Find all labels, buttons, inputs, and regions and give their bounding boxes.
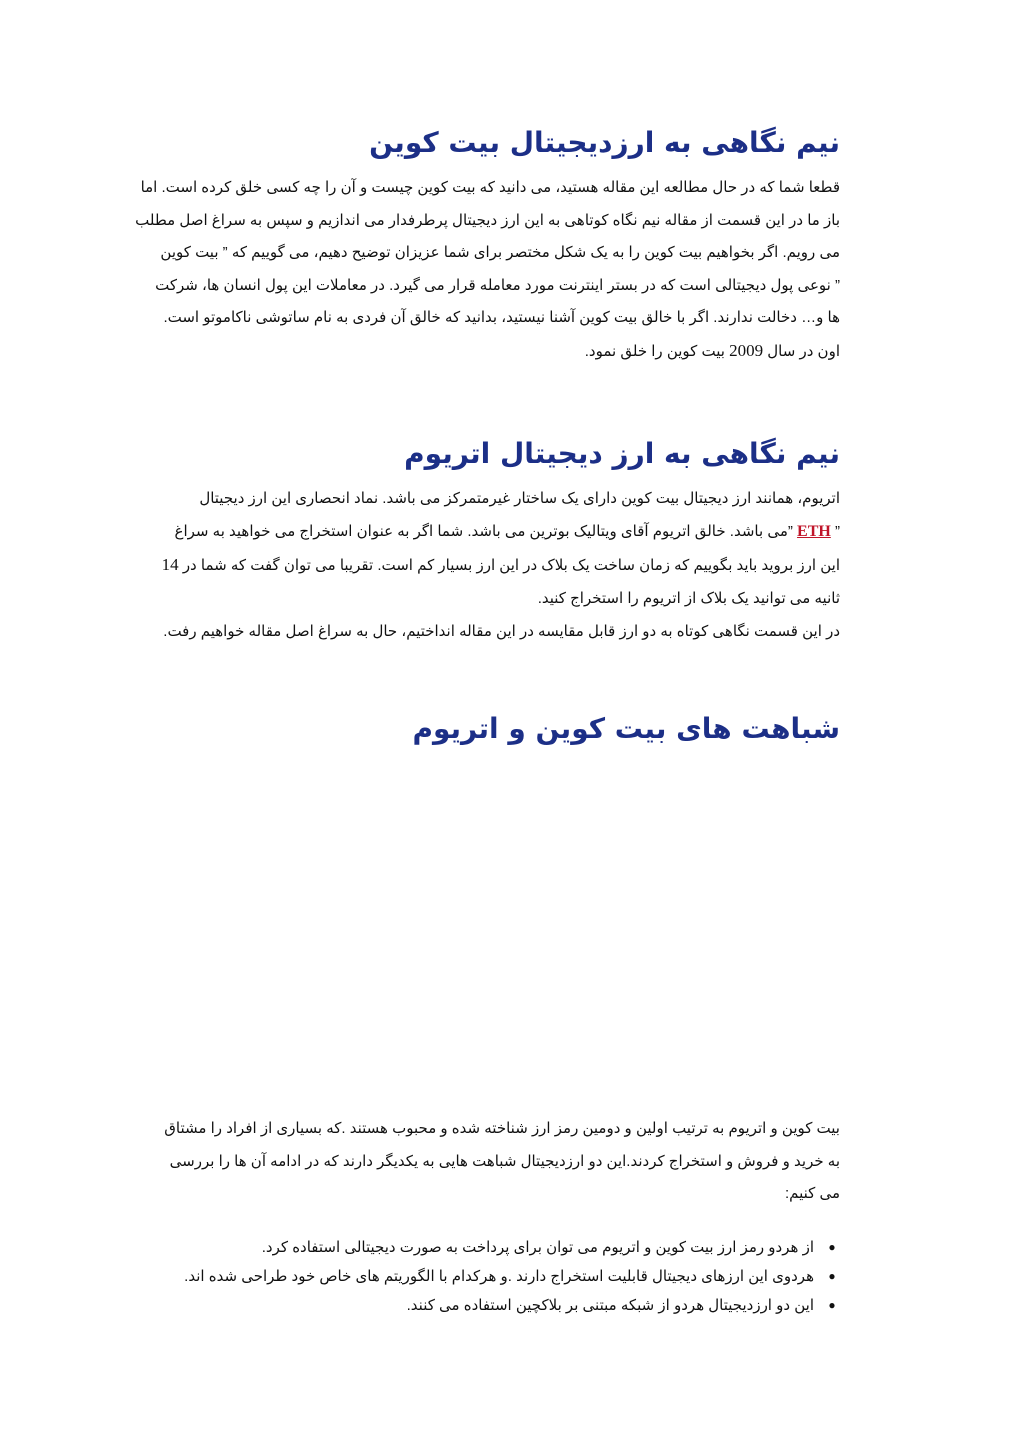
section-similarities-body (124, 1113, 840, 1320)
paragraph-similarities (124, 1113, 840, 1211)
paragraph-line: اتریوم، همانند ارز دیجیتال بیت کوین دارای یک ساختار غیرمتمرکز می باشد. نماد انحصاری این ارز دیجیتال (199, 490, 840, 507)
paragraph-line: ” نوعی پول دیجیتالی است که در بستر اینترنت مورد معامله قرار می گیرد. در معاملات این پول انسان ها، شرکت (155, 276, 840, 294)
seconds-number: 14 (161, 555, 179, 574)
list-item (124, 1262, 836, 1291)
eth-link[interactable]: ETH (797, 523, 831, 540)
paragraph-line: قطعا شما که در حال مطالعه این مقاله هستید، می دانید که بیت کوین چیست و آن را چه کسی خلق کرده است. اما (140, 179, 840, 196)
bullet-icon: ● (828, 1239, 836, 1254)
list-item-text: هردوی این ارزهای دیجیتال قابلیت استخراج دارند .و هرکدام با الگوریتم های خاص خود طراحی شده اند. (184, 1267, 814, 1285)
year-number: 2009 (729, 340, 764, 360)
bullet-icon: ● (828, 1297, 836, 1312)
list-item-text: این دو ارزدیجیتال هردو از شبکه مبتنی بر بلاکچین استفاده می کنند. (406, 1296, 814, 1314)
paragraph-line: ثانیه می توانید یک بلاک از اتریوم را استخراج کنید. (537, 590, 840, 607)
heading-bitcoin-overview: نیم نگاهی به ارزدیجیتال بیت کوین (369, 126, 840, 159)
bullet-icon: ● (828, 1268, 836, 1283)
paragraph-line: می رویم. اگر بخواهیم بیت کوین را به یک شکل مختصر برای شما عزیزان توضیح دهیم، می گوییم که ” بیت کوین (160, 244, 840, 261)
quote-mark: ” (835, 523, 840, 540)
section-ethereum-overview (124, 434, 840, 648)
paragraph-ethereum-overview (124, 482, 840, 648)
paragraph-line (124, 548, 840, 582)
text-fragment: بیت کوین را خلق نمود. (584, 342, 725, 360)
paragraph-line: بیت کوین و اتریوم به ترتیب اولین و دومین رمز ارز شناخته شده و محبوب هستند .که بسیاری از افراد را مشتاق (164, 1120, 840, 1137)
paragraph-bitcoin-overview (124, 172, 840, 368)
paragraph-line: به خرید و فروش و استخراج کردند.این دو ارزدیجیتال شباهت هایی به یکدیگر دارند که در ادامه آن ها را بررسی (169, 1152, 840, 1170)
heading-ethereum-overview: نیم نگاهی به ارز دیجیتال اتریوم (404, 437, 840, 470)
paragraph-line: می کنیم: (784, 1185, 840, 1202)
text-fragment: ”می باشد. خالق اتریوم آقای ویتالیک بوترین می باشد. شما اگر به عنوان استخراج می خواهید به سراغ (174, 523, 793, 540)
paragraph-line: ها و… دخالت ندارند. اگر با خالق بیت کوین آشنا نیستید، بدانید که خالق آن فردی به نام ساتوشی ناکاموتو است. (163, 309, 840, 326)
section-similarities (124, 709, 840, 749)
paragraph-line-last (124, 335, 840, 369)
list-item-text: از هردو رمز ارز بیت کوین و اتریوم می توان برای پرداخت به صورت دیجیتالی استفاده کرد. (261, 1238, 814, 1256)
paragraph-line: در این قسمت نگاهی کوتاه به دو ارز قابل مقایسه در این مقاله انداختیم، حال به سراغ اصل مقاله خواهیم رفت. (163, 623, 840, 640)
list-item (124, 1291, 836, 1320)
section-bitcoin-overview (124, 123, 840, 368)
text-fragment: اون در سال (767, 342, 840, 360)
paragraph-line: باز ما در این قسمت از مقاله نیم نگاه کوتاهی به این ارز دیجیتال پرطرفدار می اندازیم و سپس به سراغ اصل مطلب (135, 211, 840, 229)
list-item (124, 1233, 836, 1262)
similarities-list (124, 1233, 840, 1320)
paragraph-line (124, 515, 840, 548)
text-fragment: این ارز بروید باید بگوییم که زمان ساخت یک بلاک در این ارز بسیار کم است. تقریبا می توان گفت که شما در (182, 557, 840, 574)
heading-similarities: شباهت های بیت کوین و اتریوم (412, 712, 840, 745)
